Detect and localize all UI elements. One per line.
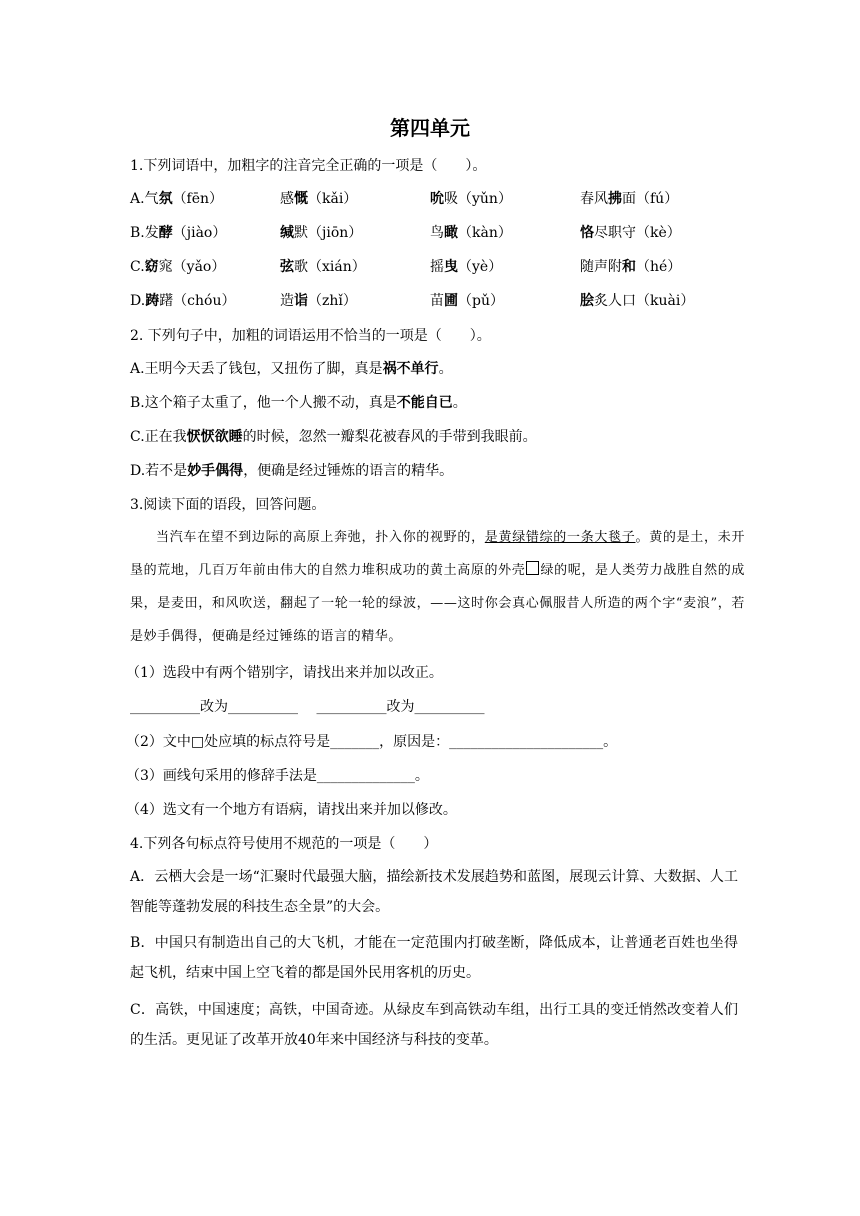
q4-stem: 4.下列各句标点符号使用不规范的一项是（ ） — [130, 836, 438, 852]
q3-stem: 3.阅读下面的语段，回答问题。 — [130, 497, 326, 513]
page-title: 第四单元 — [390, 116, 470, 140]
q1-option-d-word-4: 脍炙人口（kuài） — [580, 293, 695, 309]
q1-option-c-word-2: 弦歌（xián） — [280, 259, 366, 275]
q3-passage: 当汽车在望不到边际的高原上奔弛，扑入你的视野的，是黄绿错综的一条大毯子。黄的是土，未开垦的荒地，几百万年前由伟大的自然力堆积成功的黄土高原的外壳 绿的呢，是人类劳力战胜自然的成果，是麦田，和风吹送，翻起了一轮一轮的绿波，——这时你会真心佩服昔人所造的两个字“麦浪”，若是妙手偶得，便确是经过锤练的语言的精华。 — [130, 530, 745, 644]
q4-option-b: B．中国只有制造出自己的大飞机，才能在一定范围内打破垄断，降低成本，让普通老百姓也坐得起飞机，结束中国上空飞着的都是国外民用客机的历史。 — [130, 935, 738, 981]
q3-sub-1: （1）选段中有两个错别字，请找出来并加以改正。 — [126, 665, 443, 681]
q1-option-b-word-3: 鸟瞰（kàn） — [430, 225, 512, 241]
q1-option-c-word-3: 摇曳（yè） — [430, 259, 503, 275]
q1-option-c-word-4: 随声附和（hé） — [580, 259, 682, 275]
q1-option-b-word-2: 缄默（jiōn） — [280, 225, 363, 241]
q1-option-d-word-3: 苗圃（pǔ） — [430, 293, 504, 309]
q1-option-a-word-2: 感慨（kǎi） — [280, 191, 358, 207]
q4-option-a: A．云栖大会是一场“汇聚时代最强大脑，描绘新技术发展趋势和蓝图，展现云计算、大数据、人工智能等蓬勃发展的科技生态全景”的大会。 — [130, 869, 738, 915]
q1-option-c-word-1: C.窈窕（yǎo） — [130, 259, 226, 275]
q3-sub-3: （3）画线句采用的修辞手法是______________。 — [126, 768, 429, 784]
q1-option-a-word-4: 春风拂面（fú） — [580, 191, 679, 207]
q1-stem: 1.下列词语中，加粗字的注音完全正确的一项是（ ）。 — [130, 158, 487, 174]
blank-box — [526, 561, 539, 575]
q3-underlined-sentence: 是黄绿错综的一条大毯子 — [484, 530, 636, 545]
q1-option-d-word-2: 造诣（zhǐ） — [280, 293, 357, 309]
q3-sub-4: （4）选文有一个地方有语病，请找出来并加以修改。 — [126, 802, 457, 818]
q1-option-a-word-1: A.气氛（fēn） — [130, 191, 224, 207]
q2-stem: 2. 下列句子中，加粗的词语运用不恰当的一项是（ ）。 — [130, 328, 491, 344]
q1-option-b-word-4: 恪尽职守（kè） — [580, 225, 681, 241]
q3-sub-1-blanks: __________改为__________ __________改为__________ — [130, 699, 485, 715]
q1-option-b-word-1: B.发酵（jiào） — [130, 225, 227, 241]
q2-option-d: D.若不是妙手偶得，便确是经过锤炼的语言的精华。 — [130, 463, 454, 479]
q1-option-d-word-1: D.踌躇（chóu） — [130, 293, 236, 309]
q2-option-b: B.这个箱子太重了，他一个人搬不动，真是不能自已。 — [130, 395, 467, 411]
q2-option-c: C.正在我恹恹欲睡的时候，忽然一瓣梨花被春风的手带到我眼前。 — [130, 429, 537, 445]
q4-option-c: C．高铁，中国速度；高铁，中国奇迹。从绿皮车到高铁动车组，出行工具的变迁悄然改变着人们的生活。更见证了改革开放40年来中国经济与科技的变革。 — [130, 1002, 738, 1048]
q2-option-a: A.王明今天丢了钱包，又扭伤了脚，真是祸不单行。 — [130, 361, 453, 377]
q3-sub-2: （2）文中□处应填的标点符号是_______，原因是：______________________。 — [126, 734, 618, 750]
q1-option-a-word-3: 吮吸（yǔn） — [430, 191, 512, 207]
